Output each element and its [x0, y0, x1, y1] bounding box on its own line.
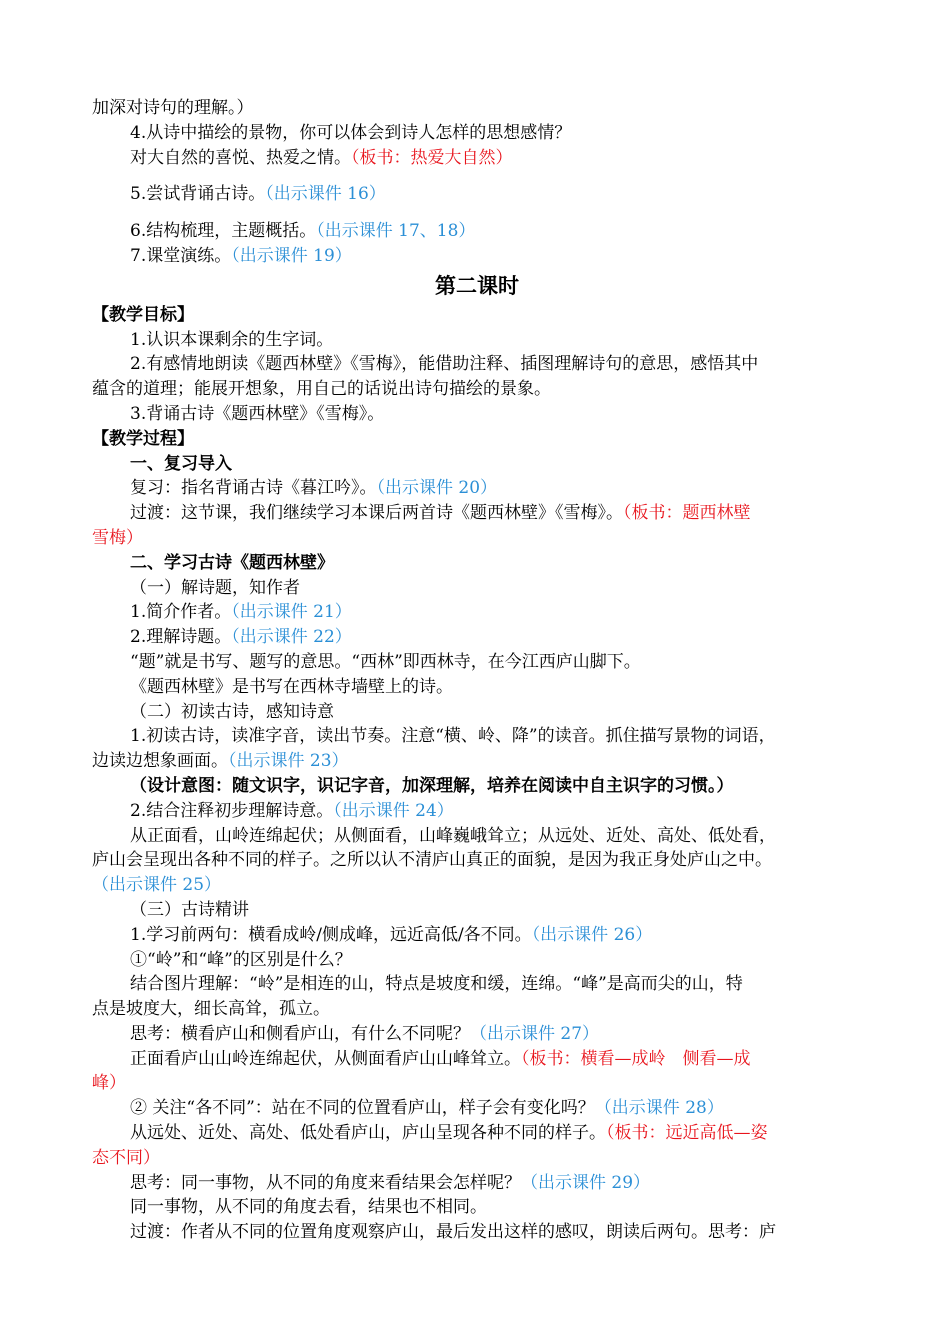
- slide-reference: （出示课件 17、18）: [316, 221, 476, 242]
- slide-reference: （出示课件 27）: [470, 1023, 600, 1044]
- text: （一）解诗题，知作者: [130, 577, 300, 598]
- slide-reference: （出示课件 25）: [92, 875, 222, 896]
- text: 庐山会呈现出各种不同的样子。之所以认不清庐山真正的面貌，是因为我正身处庐山之中。: [92, 850, 772, 871]
- text: “题”就是书写、题写的意思。“西林”即西林寺，在今江西庐山脚下。: [130, 651, 641, 672]
- text-line: [92, 121, 862, 146]
- text-line: [92, 972, 862, 997]
- text: 同一事物，从不同的角度去看，结果也不相同。: [130, 1197, 487, 1218]
- text: ② 关注“各不同”：站在不同的位置看庐山，样子会有变化吗？: [130, 1098, 595, 1119]
- text-line: [92, 328, 862, 353]
- text-line: [92, 749, 862, 774]
- slide-reference: （出示课件 29）: [521, 1172, 651, 1193]
- text-line: [92, 1047, 862, 1072]
- blackboard-note: 峰）: [92, 1073, 126, 1094]
- text-line: [92, 1171, 862, 1196]
- text: 3.背诵古诗《题西林壁》《雪梅》。: [130, 403, 385, 424]
- text-line: [92, 219, 862, 244]
- text-line: [92, 501, 862, 526]
- blackboard-note: （板书：热爱大自然）: [351, 147, 513, 168]
- blackboard-note: 雪梅）: [92, 527, 143, 548]
- text-line: [92, 182, 862, 207]
- text: 点是坡度大，细长高耸，孤立。: [92, 999, 330, 1020]
- text-line: [92, 824, 862, 849]
- slide-reference: （出示课件 19）: [231, 245, 352, 266]
- text-line: [92, 700, 862, 725]
- blackboard-note: （板书：远近高低—姿: [606, 1123, 768, 1144]
- subheading: 二、学习古诗《题西林壁》: [130, 552, 334, 573]
- text: 复习：指名背诵古诗《暮江吟》。: [130, 478, 377, 499]
- text-line: [92, 848, 862, 873]
- heading-teaching-process: 【教学过程】: [92, 428, 194, 449]
- text-line: [92, 576, 862, 601]
- heading-teaching-goals: 【教学目标】: [92, 304, 194, 325]
- text: 《题西林壁》是书写在西林寺墙壁上的诗。: [130, 676, 453, 697]
- text-line: [92, 997, 862, 1022]
- text: 6.结构梳理，主题概括。: [130, 221, 317, 242]
- slide-reference: （出示课件 22）: [231, 627, 352, 648]
- text-line: [92, 526, 862, 551]
- text-line: [92, 244, 862, 269]
- subheading: 一、复习导入: [130, 453, 232, 474]
- design-intent: （设计意图：随文识字，识记字音，加深理解，培养在阅读中自主识字的习惯。）: [130, 775, 734, 796]
- text-line: [92, 1071, 862, 1096]
- text-line: [92, 600, 862, 625]
- text-line: [92, 625, 862, 650]
- text-line: [92, 724, 862, 749]
- blackboard-note: （板书：横看—成岭 侧看—成: [521, 1048, 751, 1069]
- blackboard-note: 态不同）: [92, 1147, 160, 1168]
- text-line: [92, 948, 862, 973]
- text-line: [92, 1121, 862, 1146]
- slide-reference: （出示课件 21）: [231, 602, 352, 623]
- text: 结合图片理解：“岭”是相连的山，特点是坡度和缓，连绵。“峰”是高而尖的山，特: [130, 974, 743, 995]
- text: 2.结合注释初步理解诗意。: [130, 800, 334, 821]
- text-line: [92, 923, 862, 948]
- slide-reference: （出示课件 24）: [333, 800, 454, 821]
- text-line: [92, 1195, 862, 1220]
- text: （三）古诗精讲: [130, 899, 249, 920]
- text-line: [92, 1220, 862, 1245]
- text-line: [92, 377, 862, 402]
- text: 从远处、近处、高处、低处看庐山，庐山呈现各种不同的样子。: [130, 1123, 606, 1144]
- text-line: [92, 898, 862, 923]
- text-line: [92, 476, 862, 501]
- text: 思考：横看庐山和侧看庐山，有什么不同呢？: [130, 1023, 470, 1044]
- text-line: [92, 1146, 862, 1171]
- text: 5.尝试背诵古诗。: [130, 184, 266, 205]
- text: （二）初读古诗，感知诗意: [130, 701, 334, 722]
- text-line: [92, 675, 862, 700]
- text-line: [92, 402, 862, 427]
- text-line: [92, 96, 862, 121]
- text: 对大自然的喜悦、热爱之情。: [130, 147, 351, 168]
- text-line: [92, 873, 862, 898]
- text-line: [92, 1022, 862, 1047]
- text: 1.认识本课剩余的生字词。: [130, 329, 334, 350]
- text: 加深对诗句的理解。）: [92, 98, 254, 118]
- text-line: [92, 799, 862, 824]
- slide-reference: （出示课件 23）: [228, 751, 349, 772]
- blackboard-note: （板书：题西林壁: [623, 503, 751, 524]
- text-line: [92, 650, 862, 675]
- text: 正面看庐山山岭连绵起伏，从侧面看庐山山峰耸立。: [130, 1048, 521, 1069]
- text: 1.简介作者。: [130, 602, 232, 623]
- text: 思考：同一事物，从不同的角度来看结果会怎样呢？: [130, 1172, 521, 1193]
- slide-reference: （出示课件 28）: [594, 1098, 724, 1119]
- slide-reference: （出示课件 16）: [265, 184, 386, 205]
- text: 2.有感情地朗读《题西林壁》《雪梅》，能借助注释、插图理解诗句的意思，感悟其中: [130, 354, 759, 375]
- text: 1.学习前两句：横看成岭/侧成峰，远近高低/各不同。: [130, 924, 532, 945]
- text-line: [92, 352, 862, 377]
- text: 过渡：这节课，我们继续学习本课后两首诗《题西林壁》《雪梅》。: [130, 503, 623, 524]
- text: 从正面看，山岭连绵起伏；从侧面看，山峰巍峨耸立；从远处、近处、高处、低处看，: [130, 825, 776, 846]
- text: ①“岭”和“峰”的区别是什么？: [130, 949, 352, 970]
- text: 过渡：作者从不同的位置角度观察庐山，最后发出这样的感叹，朗读后两句。思考：庐: [130, 1222, 776, 1243]
- document-page: [92, 96, 862, 1245]
- text: 4.从诗中描绘的景物，你可以体会到诗人怎样的思想感情？: [130, 122, 572, 143]
- text: 边读边想象画面。: [92, 751, 228, 772]
- text-line: [92, 146, 862, 171]
- text: 蕴含的道理；能展开想象，用自己的话说出诗句描绘的景象。: [92, 379, 551, 400]
- slide-reference: （出示课件 26）: [531, 924, 653, 945]
- slide-reference: （出示课件 20）: [376, 478, 498, 499]
- text: 1.初读古诗，读准字音，读出节奏。注意“横、岭、降”的读音。抓住描写景物的词语，: [130, 726, 776, 747]
- text: 2.理解诗题。: [130, 627, 232, 648]
- section-title: 第二课时: [435, 273, 519, 298]
- text: 7.课堂演练。: [130, 245, 232, 266]
- text-line: [92, 1096, 862, 1121]
